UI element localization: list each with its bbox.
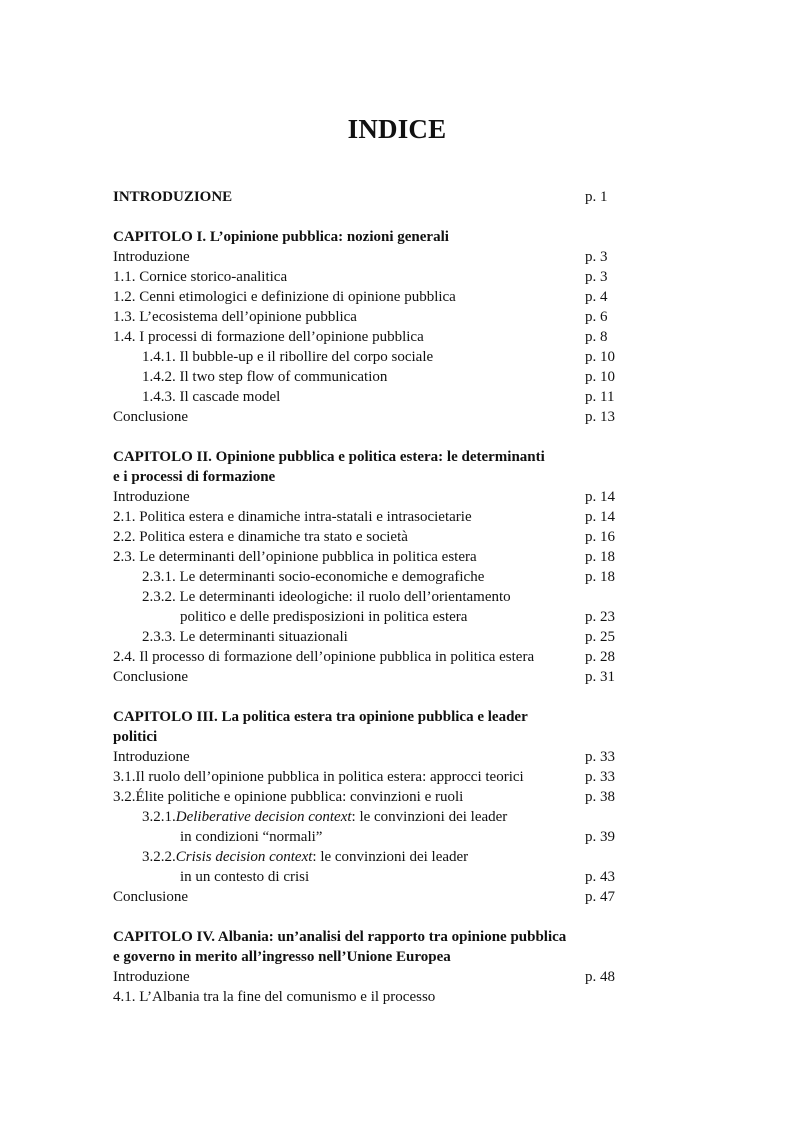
toc-entry[interactable]: [113, 347, 633, 367]
toc-page-number: p. 39: [585, 829, 615, 845]
chapter-heading[interactable]: [113, 447, 633, 467]
toc-page-number: p. 13: [585, 409, 615, 425]
toc-entry[interactable]: [113, 567, 633, 587]
chapter-heading-text: e i processi di formazione: [113, 469, 276, 485]
toc-entry[interactable]: [113, 827, 633, 847]
page-title: INDICE: [347, 114, 447, 144]
toc-page-number: p. 33: [585, 749, 615, 765]
toc-entry[interactable]: [113, 847, 633, 867]
toc-entry[interactable]: [113, 767, 633, 787]
toc-entry-text: 1.4.2. Il two step flow of communication: [142, 369, 388, 385]
toc-page-number: p. 16: [585, 529, 615, 545]
toc-entry-text: in un contesto di crisi: [180, 869, 310, 885]
toc-page-number: p. 38: [585, 789, 615, 805]
toc-entry-text: 2.3.3. Le determinanti situazionali: [142, 629, 348, 645]
toc-page-number: p. 47: [585, 889, 615, 905]
toc-entry[interactable]: [113, 367, 633, 387]
toc-page-number: p. 6: [585, 309, 608, 325]
toc-entry-text: 2.3. Le determinanti dell’opinione pubblica in politica estera: [113, 549, 477, 565]
toc-page-number: p. 4: [585, 289, 608, 305]
chapter-heading[interactable]: [113, 727, 633, 747]
toc-entry[interactable]: [113, 547, 633, 567]
toc-entry[interactable]: [113, 287, 633, 307]
toc-page-number: p. 3: [585, 249, 608, 265]
toc-entry-text: 1.2. Cenni etimologici e definizione di opinione pubblica: [113, 289, 456, 305]
toc-page-number: p. 18: [585, 569, 615, 585]
toc-page-number: p. 18: [585, 549, 615, 565]
toc-page-number: p. 3: [585, 269, 608, 285]
toc-entry[interactable]: [113, 587, 633, 607]
toc-entry-text: 3.1.Il ruolo dell’opinione pubblica in politica estera: approcci teorici: [113, 769, 524, 785]
toc-entry-text: [142, 847, 468, 867]
toc-entry[interactable]: [113, 887, 633, 907]
toc-entry-text: 1.1. Cornice storico-analitica: [113, 269, 288, 285]
toc-entry-text: 2.4. Il processo di formazione dell’opinione pubblica in politica estera: [113, 649, 535, 665]
toc-page-number: p. 31: [585, 669, 615, 685]
toc-entry-text: Introduzione: [113, 489, 190, 505]
toc-entry-text: Introduzione: [113, 249, 190, 265]
toc-entry-number: 3.2.1.: [142, 809, 176, 825]
toc-entry[interactable]: [113, 267, 633, 287]
toc-entry-text: 1.4.3. Il cascade model: [142, 389, 281, 405]
toc-entry[interactable]: [113, 647, 633, 667]
chapter-heading-text: politici: [113, 729, 158, 745]
toc-page-number: p. 33: [585, 769, 615, 785]
toc-entry[interactable]: [113, 807, 633, 827]
toc-entry-text: 4.1. L’Albania tra la fine del comunismo e il processo: [113, 989, 436, 1005]
toc-page-number: p. 43: [585, 869, 615, 885]
toc-entry-text: Conclusione: [113, 889, 188, 905]
chapter-heading[interactable]: [113, 227, 633, 247]
chapter-spacer: [113, 207, 633, 227]
toc-entry[interactable]: [113, 407, 633, 427]
toc-page-number: p. 10: [585, 369, 615, 385]
chapter-heading[interactable]: [113, 947, 633, 967]
toc-entry-text: 2.3.1. Le determinanti socio-economiche e demografiche: [142, 569, 485, 585]
toc-entry-text: Conclusione: [113, 669, 188, 685]
toc-entry-text: 1.4. I processi di formazione dell’opinione pubblica: [113, 329, 424, 345]
toc-entry-rest: : le convinzioni dei leader: [351, 809, 508, 825]
toc-entry[interactable]: [113, 787, 633, 807]
chapter-heading-text: CAPITOLO III. La politica estera tra opinione pubblica e leader: [113, 709, 528, 725]
toc-entry[interactable]: [113, 747, 633, 767]
chapter-heading-text: CAPITOLO I. L’opinione pubblica: nozioni generali: [113, 229, 449, 245]
toc-entry-italic-term: Crisis decision context: [175, 849, 313, 865]
toc-entry[interactable]: [113, 607, 633, 627]
toc-entry-text: Introduzione: [113, 749, 190, 765]
toc-entry[interactable]: [113, 387, 633, 407]
toc-entry[interactable]: [113, 667, 633, 687]
chapter-heading-text: CAPITOLO IV. Albania: un’analisi del rapporto tra opinione pubblica: [113, 929, 567, 945]
toc-entry-text: 2.3.2. Le determinanti ideologiche: il ruolo dell’orientamento: [142, 589, 511, 605]
chapter-spacer: [113, 427, 633, 447]
toc-entry-rest: : le convinzioni dei leader: [312, 849, 469, 865]
toc-entry-text: Introduzione: [113, 969, 190, 985]
toc-entry[interactable]: [113, 507, 633, 527]
chapter-heading-text: e governo in merito all’ingresso nell’Unione Europea: [113, 949, 451, 965]
toc-entry[interactable]: [113, 247, 633, 267]
toc-page-number: p. 23: [585, 609, 615, 625]
toc-entry-text: 2.1. Politica estera e dinamiche intra-statali e intrasocietarie: [113, 509, 472, 525]
toc-entry-italic-term: Deliberative decision context: [175, 809, 352, 825]
toc-entry[interactable]: [113, 987, 633, 1007]
toc-page-number: p. 14: [585, 489, 615, 505]
chapter-heading[interactable]: [113, 467, 633, 487]
table-of-contents: [113, 187, 633, 1007]
toc-entry[interactable]: [113, 327, 633, 347]
chapter-spacer: [113, 907, 633, 927]
toc-page-number: p. 14: [585, 509, 615, 525]
toc-entry-text: INTRODUZIONE: [113, 189, 233, 205]
toc-entry[interactable]: [113, 527, 633, 547]
toc-entry-text: [142, 807, 507, 827]
chapter-heading[interactable]: [113, 927, 633, 947]
toc-entry-text: 2.2. Politica estera e dinamiche tra stato e società: [113, 529, 408, 545]
toc-page-number: p. 10: [585, 349, 615, 365]
toc-page-number: p. 48: [585, 969, 615, 985]
toc-entry-text: 3.2.Élite politiche e opinione pubblica: convinzioni e ruoli: [113, 789, 464, 805]
toc-page-number: p. 8: [585, 329, 608, 345]
chapter-spacer: [113, 687, 633, 707]
toc-page-number: p. 25: [585, 629, 615, 645]
chapter-list: [113, 207, 633, 1007]
chapter-heading-text: CAPITOLO II. Opinione pubblica e politica estera: le determinanti: [113, 449, 545, 465]
toc-page-number: p. 28: [585, 649, 615, 665]
toc-entry-text: politico e delle predisposizioni in politica estera: [180, 609, 468, 625]
toc-entry-number: 3.2.2.: [142, 849, 176, 865]
toc-entry[interactable]: [113, 307, 633, 327]
toc-entry-text: 1.4.1. Il bubble-up e il ribollire del corpo sociale: [142, 349, 434, 365]
toc-entry[interactable]: [113, 967, 633, 987]
toc-entry-text: in condizioni “normali”: [180, 829, 323, 845]
toc-entry-text: 1.3. L’ecosistema dell’opinione pubblica: [113, 309, 357, 325]
toc-entry-text: Conclusione: [113, 409, 188, 425]
toc-entry[interactable]: [113, 867, 633, 887]
toc-entry[interactable]: [113, 627, 633, 647]
toc-entry[interactable]: [113, 487, 633, 507]
toc-page-number: p. 1: [585, 189, 608, 205]
toc-page-number: p. 11: [585, 389, 615, 405]
chapter-heading[interactable]: [113, 707, 633, 727]
toc-intro-row[interactable]: [113, 187, 633, 207]
